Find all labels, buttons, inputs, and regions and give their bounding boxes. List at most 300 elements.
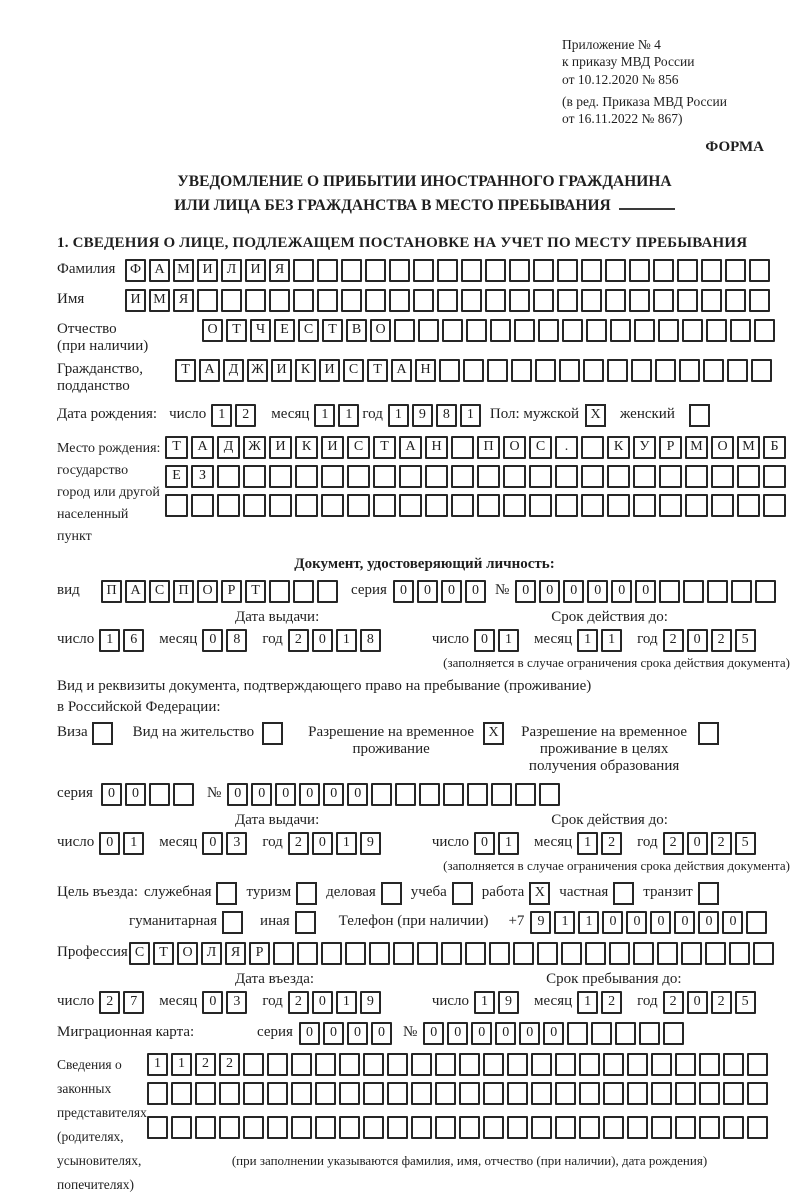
char-cell[interactable]	[373, 465, 396, 488]
char-cell[interactable]: 0	[687, 629, 708, 652]
char-cell[interactable]	[339, 1116, 360, 1139]
char-cell[interactable]	[483, 1053, 504, 1076]
doc-number-cells[interactable]	[515, 580, 779, 603]
char-cell[interactable]	[191, 494, 214, 517]
char-cell[interactable]: М	[149, 289, 170, 312]
char-cell[interactable]: 1	[147, 1053, 168, 1076]
char-cell[interactable]	[273, 942, 294, 965]
visa-checkbox[interactable]	[92, 722, 113, 745]
char-cell[interactable]: 0	[465, 580, 486, 603]
char-cell[interactable]: 0	[99, 832, 120, 855]
char-cell[interactable]	[663, 1022, 684, 1045]
char-cell[interactable]: С	[129, 942, 150, 965]
char-cell[interactable]	[365, 289, 386, 312]
sex-male-checkbox[interactable]: X	[585, 404, 606, 427]
char-cell[interactable]	[291, 1082, 312, 1105]
char-cell[interactable]: 0	[251, 783, 272, 806]
char-cell[interactable]	[503, 494, 526, 517]
char-cell[interactable]: 9	[412, 404, 433, 427]
phone-cells[interactable]	[530, 911, 770, 934]
char-cell[interactable]	[461, 289, 482, 312]
char-cell[interactable]	[699, 1053, 720, 1076]
char-cell[interactable]	[425, 494, 448, 517]
char-cell[interactable]: 1	[498, 832, 519, 855]
char-cell[interactable]: С	[347, 436, 370, 459]
char-cell[interactable]: 3	[226, 832, 247, 855]
char-cell[interactable]	[707, 580, 728, 603]
char-cell[interactable]	[399, 494, 422, 517]
char-cell[interactable]: И	[125, 289, 146, 312]
char-cell[interactable]	[149, 783, 170, 806]
char-cell[interactable]: Т	[153, 942, 174, 965]
char-cell[interactable]: 0	[125, 783, 146, 806]
official-checkbox[interactable]	[216, 882, 237, 905]
char-cell[interactable]: 2	[288, 991, 309, 1014]
char-cell[interactable]: 0	[611, 580, 632, 603]
char-cell[interactable]: У	[633, 436, 656, 459]
char-cell[interactable]	[293, 259, 314, 282]
char-cell[interactable]: И	[319, 359, 340, 382]
char-cell[interactable]: Я	[269, 259, 290, 282]
char-cell[interactable]	[583, 359, 604, 382]
char-cell[interactable]	[653, 259, 674, 282]
char-cell[interactable]	[371, 783, 392, 806]
char-cell[interactable]: И	[321, 436, 344, 459]
char-cell[interactable]: Т	[245, 580, 266, 603]
char-cell[interactable]: Ж	[247, 359, 268, 382]
char-cell[interactable]	[685, 494, 708, 517]
residence-number-cells[interactable]	[227, 783, 563, 806]
other-purpose-checkbox[interactable]	[295, 911, 316, 934]
char-cell[interactable]	[317, 289, 338, 312]
char-cell[interactable]	[763, 494, 786, 517]
char-cell[interactable]	[147, 1082, 168, 1105]
char-cell[interactable]	[465, 942, 486, 965]
char-cell[interactable]	[651, 1116, 672, 1139]
char-cell[interactable]: 2	[663, 832, 684, 855]
char-cell[interactable]	[633, 494, 656, 517]
char-cell[interactable]: 1	[336, 629, 357, 652]
char-cell[interactable]	[627, 1116, 648, 1139]
transit-checkbox[interactable]	[698, 882, 719, 905]
char-cell[interactable]	[579, 1053, 600, 1076]
char-cell[interactable]: 0	[471, 1022, 492, 1045]
char-cell[interactable]	[509, 289, 530, 312]
char-cell[interactable]	[347, 494, 370, 517]
char-cell[interactable]	[633, 465, 656, 488]
char-cell[interactable]	[373, 494, 396, 517]
char-cell[interactable]	[605, 289, 626, 312]
char-cell[interactable]	[586, 319, 607, 342]
char-cell[interactable]	[437, 259, 458, 282]
char-cell[interactable]: 1	[336, 832, 357, 855]
given-name-cells[interactable]	[125, 289, 773, 312]
char-cell[interactable]	[683, 580, 704, 603]
char-cell[interactable]	[243, 1116, 264, 1139]
char-cell[interactable]	[675, 1053, 696, 1076]
char-cell[interactable]	[399, 465, 422, 488]
char-cell[interactable]	[394, 319, 415, 342]
char-cell[interactable]: 0	[227, 783, 248, 806]
char-cell[interactable]: П	[101, 580, 122, 603]
char-cell[interactable]	[629, 289, 650, 312]
char-cell[interactable]	[629, 259, 650, 282]
char-cell[interactable]	[561, 942, 582, 965]
char-cell[interactable]	[555, 1082, 576, 1105]
char-cell[interactable]	[749, 289, 770, 312]
char-cell[interactable]	[243, 1053, 264, 1076]
char-cell[interactable]	[341, 259, 362, 282]
char-cell[interactable]	[483, 1082, 504, 1105]
char-cell[interactable]	[395, 783, 416, 806]
char-cell[interactable]	[533, 289, 554, 312]
char-cell[interactable]	[442, 319, 463, 342]
char-cell[interactable]	[315, 1082, 336, 1105]
char-cell[interactable]	[581, 259, 602, 282]
char-cell[interactable]	[451, 436, 474, 459]
char-cell[interactable]	[315, 1116, 336, 1139]
char-cell[interactable]: 0	[393, 580, 414, 603]
char-cell[interactable]	[463, 359, 484, 382]
char-cell[interactable]: 1	[601, 629, 622, 652]
char-cell[interactable]	[269, 465, 292, 488]
char-cell[interactable]	[659, 494, 682, 517]
char-cell[interactable]: 2	[711, 629, 732, 652]
char-cell[interactable]	[607, 359, 628, 382]
birth-place-row3-cells[interactable]	[165, 494, 789, 517]
char-cell[interactable]: С	[298, 319, 319, 342]
surname-cells[interactable]	[125, 259, 773, 282]
char-cell[interactable]	[451, 465, 474, 488]
residence-issue-year[interactable]	[288, 832, 384, 855]
char-cell[interactable]: О	[503, 436, 526, 459]
char-cell[interactable]	[317, 259, 338, 282]
migration-number-cells[interactable]	[423, 1022, 687, 1045]
char-cell[interactable]: 0	[371, 1022, 392, 1045]
char-cell[interactable]: 0	[423, 1022, 444, 1045]
char-cell[interactable]: С	[149, 580, 170, 603]
char-cell[interactable]	[651, 1082, 672, 1105]
char-cell[interactable]	[217, 465, 240, 488]
char-cell[interactable]	[585, 942, 606, 965]
char-cell[interactable]: 2	[711, 832, 732, 855]
char-cell[interactable]	[627, 1082, 648, 1105]
residence-permit-checkbox[interactable]	[262, 722, 283, 745]
char-cell[interactable]	[171, 1082, 192, 1105]
char-cell[interactable]	[267, 1082, 288, 1105]
char-cell[interactable]	[677, 259, 698, 282]
char-cell[interactable]: К	[295, 359, 316, 382]
char-cell[interactable]	[533, 259, 554, 282]
char-cell[interactable]	[607, 494, 630, 517]
char-cell[interactable]: 0	[441, 580, 462, 603]
identity-expiry-day[interactable]	[474, 629, 522, 652]
char-cell[interactable]	[514, 319, 535, 342]
sex-female-checkbox[interactable]	[689, 404, 710, 427]
char-cell[interactable]: О	[197, 580, 218, 603]
char-cell[interactable]: 2	[711, 991, 732, 1014]
char-cell[interactable]: 1	[577, 832, 598, 855]
char-cell[interactable]: 2	[99, 991, 120, 1014]
char-cell[interactable]	[321, 942, 342, 965]
char-cell[interactable]: К	[295, 436, 318, 459]
char-cell[interactable]	[633, 942, 654, 965]
char-cell[interactable]	[581, 465, 604, 488]
char-cell[interactable]	[477, 494, 500, 517]
char-cell[interactable]	[509, 259, 530, 282]
char-cell[interactable]	[413, 289, 434, 312]
char-cell[interactable]	[723, 1082, 744, 1105]
char-cell[interactable]: А	[199, 359, 220, 382]
char-cell[interactable]	[581, 436, 604, 459]
char-cell[interactable]: 0	[312, 629, 333, 652]
char-cell[interactable]	[725, 289, 746, 312]
char-cell[interactable]	[387, 1082, 408, 1105]
char-cell[interactable]	[267, 1053, 288, 1076]
char-cell[interactable]	[243, 494, 266, 517]
char-cell[interactable]: Е	[274, 319, 295, 342]
char-cell[interactable]	[489, 942, 510, 965]
char-cell[interactable]: Т	[226, 319, 247, 342]
char-cell[interactable]	[679, 359, 700, 382]
char-cell[interactable]	[451, 494, 474, 517]
char-cell[interactable]: Т	[175, 359, 196, 382]
char-cell[interactable]: 0	[275, 783, 296, 806]
char-cell[interactable]	[245, 289, 266, 312]
char-cell[interactable]: 1	[99, 629, 120, 652]
char-cell[interactable]: Б	[763, 436, 786, 459]
char-cell[interactable]: 1	[498, 629, 519, 652]
char-cell[interactable]: И	[271, 359, 292, 382]
char-cell[interactable]	[747, 1053, 768, 1076]
char-cell[interactable]	[513, 942, 534, 965]
char-cell[interactable]	[706, 319, 727, 342]
char-cell[interactable]	[603, 1082, 624, 1105]
char-cell[interactable]	[729, 942, 750, 965]
char-cell[interactable]: 0	[515, 580, 536, 603]
profession-cells[interactable]	[129, 942, 777, 965]
char-cell[interactable]: 0	[202, 832, 223, 855]
char-cell[interactable]: 1	[578, 911, 599, 934]
identity-issue-year[interactable]	[288, 629, 384, 652]
char-cell[interactable]	[393, 942, 414, 965]
char-cell[interactable]: П	[173, 580, 194, 603]
birth-year-cells[interactable]	[388, 404, 484, 427]
char-cell[interactable]: А	[399, 436, 422, 459]
char-cell[interactable]: Н	[425, 436, 448, 459]
char-cell[interactable]: 0	[347, 783, 368, 806]
char-cell[interactable]	[219, 1116, 240, 1139]
char-cell[interactable]	[291, 1053, 312, 1076]
residence-expiry-month[interactable]	[577, 832, 625, 855]
char-cell[interactable]: 1	[336, 991, 357, 1014]
business-checkbox[interactable]	[381, 882, 402, 905]
char-cell[interactable]: Р	[659, 436, 682, 459]
char-cell[interactable]	[411, 1082, 432, 1105]
char-cell[interactable]	[539, 783, 560, 806]
char-cell[interactable]	[631, 359, 652, 382]
char-cell[interactable]: 1	[388, 404, 409, 427]
char-cell[interactable]: 1	[577, 991, 598, 1014]
char-cell[interactable]: 2	[288, 629, 309, 652]
char-cell[interactable]	[581, 494, 604, 517]
char-cell[interactable]: 2	[663, 991, 684, 1014]
char-cell[interactable]: 0	[539, 580, 560, 603]
char-cell[interactable]: 6	[123, 629, 144, 652]
char-cell[interactable]	[605, 259, 626, 282]
char-cell[interactable]: 9	[530, 911, 551, 934]
birth-month-cells[interactable]	[314, 404, 362, 427]
char-cell[interactable]	[531, 1053, 552, 1076]
char-cell[interactable]: 0	[635, 580, 656, 603]
char-cell[interactable]	[615, 1022, 636, 1045]
char-cell[interactable]: 0	[447, 1022, 468, 1045]
migration-series-cells[interactable]	[299, 1022, 395, 1045]
char-cell[interactable]: 0	[347, 1022, 368, 1045]
char-cell[interactable]	[459, 1082, 480, 1105]
char-cell[interactable]: И	[197, 259, 218, 282]
char-cell[interactable]: С	[343, 359, 364, 382]
char-cell[interactable]	[347, 465, 370, 488]
stay-day[interactable]	[474, 991, 522, 1014]
birth-place-row2-cells[interactable]	[165, 465, 789, 488]
char-cell[interactable]	[603, 1116, 624, 1139]
char-cell[interactable]: 9	[360, 832, 381, 855]
char-cell[interactable]	[173, 783, 194, 806]
char-cell[interactable]: Д	[223, 359, 244, 382]
char-cell[interactable]	[603, 1053, 624, 1076]
residence-issue-day[interactable]	[99, 832, 147, 855]
char-cell[interactable]	[485, 289, 506, 312]
char-cell[interactable]	[727, 359, 748, 382]
char-cell[interactable]: Т	[322, 319, 343, 342]
char-cell[interactable]	[675, 1116, 696, 1139]
char-cell[interactable]	[443, 783, 464, 806]
char-cell[interactable]	[737, 494, 760, 517]
char-cell[interactable]	[579, 1082, 600, 1105]
char-cell[interactable]: .	[555, 436, 578, 459]
private-checkbox[interactable]	[613, 882, 634, 905]
char-cell[interactable]	[425, 465, 448, 488]
char-cell[interactable]	[531, 1082, 552, 1105]
char-cell[interactable]: 8	[360, 629, 381, 652]
char-cell[interactable]	[389, 259, 410, 282]
char-cell[interactable]: 1	[460, 404, 481, 427]
char-cell[interactable]	[165, 494, 188, 517]
entry-year[interactable]	[288, 991, 384, 1014]
char-cell[interactable]	[339, 1082, 360, 1105]
char-cell[interactable]: Т	[367, 359, 388, 382]
tourism-checkbox[interactable]	[296, 882, 317, 905]
char-cell[interactable]	[754, 319, 775, 342]
char-cell[interactable]	[411, 1053, 432, 1076]
char-cell[interactable]	[529, 465, 552, 488]
representatives-row3-cells[interactable]	[147, 1116, 771, 1139]
char-cell[interactable]: О	[370, 319, 391, 342]
char-cell[interactable]	[485, 259, 506, 282]
char-cell[interactable]: 2	[663, 629, 684, 652]
char-cell[interactable]	[537, 942, 558, 965]
char-cell[interactable]	[195, 1082, 216, 1105]
char-cell[interactable]: 0	[650, 911, 671, 934]
char-cell[interactable]	[651, 1053, 672, 1076]
char-cell[interactable]	[365, 259, 386, 282]
char-cell[interactable]	[477, 465, 500, 488]
char-cell[interactable]: 2	[601, 832, 622, 855]
char-cell[interactable]: О	[711, 436, 734, 459]
char-cell[interactable]: 2	[219, 1053, 240, 1076]
char-cell[interactable]	[747, 1116, 768, 1139]
char-cell[interactable]	[243, 465, 266, 488]
char-cell[interactable]: К	[607, 436, 630, 459]
char-cell[interactable]	[387, 1053, 408, 1076]
char-cell[interactable]: 0	[519, 1022, 540, 1045]
char-cell[interactable]	[507, 1082, 528, 1105]
char-cell[interactable]: 0	[495, 1022, 516, 1045]
char-cell[interactable]	[411, 1116, 432, 1139]
char-cell[interactable]	[339, 1053, 360, 1076]
char-cell[interactable]: 9	[498, 991, 519, 1014]
char-cell[interactable]	[610, 319, 631, 342]
char-cell[interactable]	[749, 259, 770, 282]
char-cell[interactable]	[555, 1053, 576, 1076]
char-cell[interactable]: 0	[417, 580, 438, 603]
char-cell[interactable]: О	[202, 319, 223, 342]
identity-expiry-year[interactable]	[663, 629, 759, 652]
char-cell[interactable]: А	[391, 359, 412, 382]
char-cell[interactable]	[753, 942, 774, 965]
char-cell[interactable]: З	[191, 465, 214, 488]
char-cell[interactable]: И	[245, 259, 266, 282]
char-cell[interactable]	[461, 259, 482, 282]
char-cell[interactable]	[581, 289, 602, 312]
char-cell[interactable]: Я	[225, 942, 246, 965]
char-cell[interactable]: 1	[211, 404, 232, 427]
char-cell[interactable]	[269, 580, 290, 603]
stay-year[interactable]	[663, 991, 759, 1014]
char-cell[interactable]	[295, 494, 318, 517]
char-cell[interactable]	[315, 1053, 336, 1076]
char-cell[interactable]: 0	[299, 783, 320, 806]
char-cell[interactable]	[363, 1053, 384, 1076]
char-cell[interactable]: 0	[101, 783, 122, 806]
char-cell[interactable]: 0	[299, 1022, 320, 1045]
char-cell[interactable]	[711, 494, 734, 517]
doc-kind-cells[interactable]	[101, 580, 341, 603]
char-cell[interactable]: Е	[165, 465, 188, 488]
char-cell[interactable]: 0	[543, 1022, 564, 1045]
char-cell[interactable]	[487, 359, 508, 382]
char-cell[interactable]	[483, 1116, 504, 1139]
char-cell[interactable]	[511, 359, 532, 382]
char-cell[interactable]	[439, 359, 460, 382]
entry-month[interactable]	[202, 991, 250, 1014]
residence-expiry-day[interactable]	[474, 832, 522, 855]
char-cell[interactable]: 0	[626, 911, 647, 934]
char-cell[interactable]	[725, 259, 746, 282]
char-cell[interactable]	[567, 1022, 588, 1045]
char-cell[interactable]: И	[269, 436, 292, 459]
char-cell[interactable]	[297, 942, 318, 965]
char-cell[interactable]	[529, 494, 552, 517]
char-cell[interactable]	[295, 465, 318, 488]
char-cell[interactable]: 0	[563, 580, 584, 603]
char-cell[interactable]	[699, 1082, 720, 1105]
citizenship-cells[interactable]	[175, 359, 775, 382]
char-cell[interactable]	[701, 289, 722, 312]
char-cell[interactable]	[341, 289, 362, 312]
char-cell[interactable]	[418, 319, 439, 342]
